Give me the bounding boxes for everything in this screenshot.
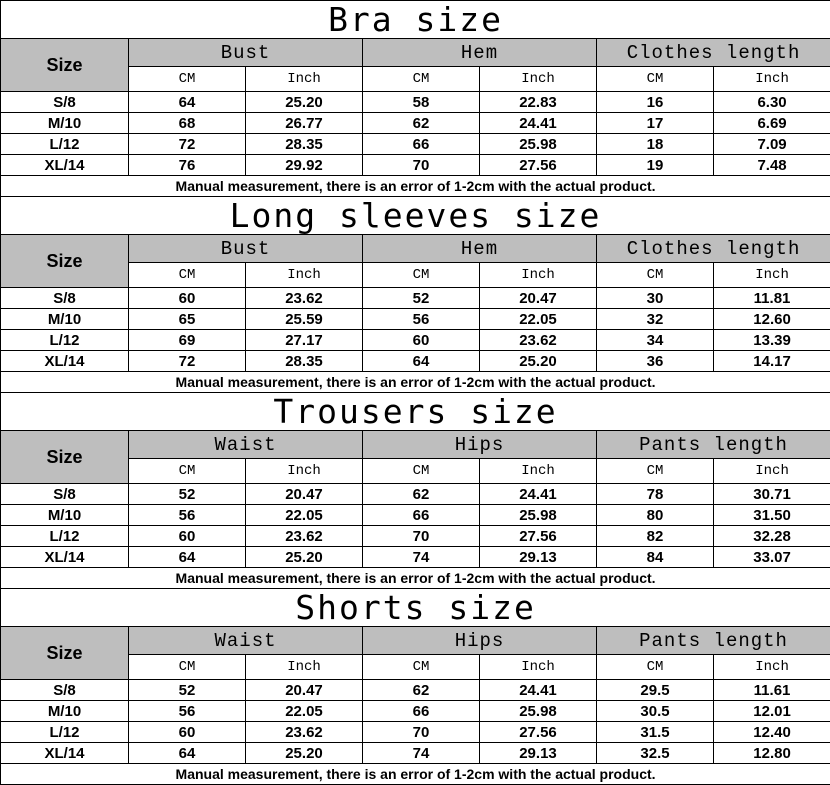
unit-label: Inch xyxy=(714,655,830,680)
size-cell: S/8 xyxy=(1,92,129,113)
value-cell: 64 xyxy=(129,547,246,568)
value-cell: 25.98 xyxy=(480,701,597,722)
value-cell: 52 xyxy=(129,484,246,505)
size-cell: M/10 xyxy=(1,309,129,330)
value-cell: 29.13 xyxy=(480,547,597,568)
unit-label: CM xyxy=(129,263,246,288)
table-row xyxy=(1,484,830,505)
value-cell: 62 xyxy=(363,484,480,505)
value-cell: 70 xyxy=(363,722,480,743)
value-cell: 36 xyxy=(597,351,714,372)
size-header: Size xyxy=(1,627,129,680)
value-cell: 23.62 xyxy=(246,722,363,743)
value-cell: 27.56 xyxy=(480,722,597,743)
unit-label: CM xyxy=(363,263,480,288)
value-cell: 58 xyxy=(363,92,480,113)
value-cell: 62 xyxy=(363,680,480,701)
unit-label: Inch xyxy=(714,459,830,484)
value-cell: 23.62 xyxy=(480,330,597,351)
value-cell: 12.40 xyxy=(714,722,830,743)
value-cell: 66 xyxy=(363,505,480,526)
table-row xyxy=(1,288,830,309)
value-cell: 14.17 xyxy=(714,351,830,372)
value-cell: 18 xyxy=(597,134,714,155)
unit-label: CM xyxy=(363,459,480,484)
value-cell: 62 xyxy=(363,113,480,134)
section-title: Shorts size xyxy=(1,589,830,627)
unit-label: CM xyxy=(129,67,246,92)
value-cell: 29.13 xyxy=(480,743,597,764)
table-row xyxy=(1,680,830,701)
size-cell: L/12 xyxy=(1,134,129,155)
value-cell: 12.01 xyxy=(714,701,830,722)
unit-label: Inch xyxy=(246,459,363,484)
table-row xyxy=(1,134,830,155)
measure-header: Hips xyxy=(363,431,597,459)
measurement-note: Manual measurement, there is an error of 1-2cm with the actual product. xyxy=(1,372,830,393)
value-cell: 26.77 xyxy=(246,113,363,134)
value-cell: 12.60 xyxy=(714,309,830,330)
value-cell: 69 xyxy=(129,330,246,351)
value-cell: 84 xyxy=(597,547,714,568)
header-row xyxy=(1,627,830,655)
value-cell: 28.35 xyxy=(246,134,363,155)
size-cell: L/12 xyxy=(1,722,129,743)
section-title-row xyxy=(1,1,830,39)
value-cell: 64 xyxy=(129,92,246,113)
table-row xyxy=(1,526,830,547)
value-cell: 60 xyxy=(129,526,246,547)
value-cell: 29.5 xyxy=(597,680,714,701)
value-cell: 28.35 xyxy=(246,351,363,372)
value-cell: 56 xyxy=(363,309,480,330)
value-cell: 24.41 xyxy=(480,113,597,134)
size-cell: L/12 xyxy=(1,330,129,351)
section-title-row xyxy=(1,393,830,431)
value-cell: 52 xyxy=(129,680,246,701)
value-cell: 25.98 xyxy=(480,134,597,155)
value-cell: 30.5 xyxy=(597,701,714,722)
value-cell: 27.56 xyxy=(480,526,597,547)
value-cell: 65 xyxy=(129,309,246,330)
section-title-row xyxy=(1,589,830,627)
unit-label: Inch xyxy=(480,655,597,680)
measure-header: Waist xyxy=(129,431,363,459)
value-cell: 31.5 xyxy=(597,722,714,743)
table-row xyxy=(1,330,830,351)
value-cell: 27.17 xyxy=(246,330,363,351)
value-cell: 56 xyxy=(129,701,246,722)
value-cell: 25.98 xyxy=(480,505,597,526)
table-row xyxy=(1,92,830,113)
unit-label: Inch xyxy=(480,459,597,484)
value-cell: 56 xyxy=(129,505,246,526)
size-cell: S/8 xyxy=(1,288,129,309)
value-cell: 31.50 xyxy=(714,505,830,526)
measure-header: Waist xyxy=(129,627,363,655)
value-cell: 24.41 xyxy=(480,484,597,505)
table-row xyxy=(1,113,830,134)
size-cell: L/12 xyxy=(1,526,129,547)
value-cell: 25.20 xyxy=(246,743,363,764)
note-row xyxy=(1,176,830,197)
table-row xyxy=(1,701,830,722)
measurement-note: Manual measurement, there is an error of 1-2cm with the actual product. xyxy=(1,764,830,785)
value-cell: 60 xyxy=(129,722,246,743)
value-cell: 68 xyxy=(129,113,246,134)
value-cell: 32 xyxy=(597,309,714,330)
value-cell: 70 xyxy=(363,155,480,176)
value-cell: 25.20 xyxy=(246,547,363,568)
header-row xyxy=(1,431,830,459)
unit-label: CM xyxy=(597,459,714,484)
value-cell: 22.05 xyxy=(246,701,363,722)
table-row xyxy=(1,309,830,330)
value-cell: 23.62 xyxy=(246,288,363,309)
value-cell: 23.62 xyxy=(246,526,363,547)
size-cell: XL/14 xyxy=(1,743,129,764)
value-cell: 25.59 xyxy=(246,309,363,330)
value-cell: 17 xyxy=(597,113,714,134)
measure-header: Bust xyxy=(129,235,363,263)
value-cell: 30.71 xyxy=(714,484,830,505)
unit-label: CM xyxy=(597,263,714,288)
section-title: Bra size xyxy=(1,1,830,39)
value-cell: 64 xyxy=(129,743,246,764)
size-cell: S/8 xyxy=(1,484,129,505)
value-cell: 33.07 xyxy=(714,547,830,568)
value-cell: 70 xyxy=(363,526,480,547)
unit-label: Inch xyxy=(246,67,363,92)
value-cell: 13.39 xyxy=(714,330,830,351)
measure-header: Bust xyxy=(129,39,363,67)
unit-label: CM xyxy=(129,459,246,484)
size-header: Size xyxy=(1,235,129,288)
measure-header: Clothes length xyxy=(597,235,830,263)
size-cell: XL/14 xyxy=(1,351,129,372)
value-cell: 20.47 xyxy=(246,680,363,701)
value-cell: 20.47 xyxy=(480,288,597,309)
value-cell: 52 xyxy=(363,288,480,309)
section-title: Long sleeves size xyxy=(1,197,830,235)
value-cell: 64 xyxy=(363,351,480,372)
value-cell: 6.30 xyxy=(714,92,830,113)
value-cell: 25.20 xyxy=(480,351,597,372)
value-cell: 12.80 xyxy=(714,743,830,764)
unit-label: CM xyxy=(597,655,714,680)
measure-header: Hips xyxy=(363,627,597,655)
value-cell: 32.28 xyxy=(714,526,830,547)
table-row xyxy=(1,351,830,372)
measure-header: Clothes length xyxy=(597,39,830,67)
unit-label: Inch xyxy=(246,655,363,680)
measure-header: Pants length xyxy=(597,431,830,459)
value-cell: 27.56 xyxy=(480,155,597,176)
measurement-note: Manual measurement, there is an error of 1-2cm with the actual product. xyxy=(1,176,830,197)
unit-label: CM xyxy=(363,655,480,680)
unit-label: Inch xyxy=(714,263,830,288)
measure-header: Pants length xyxy=(597,627,830,655)
value-cell: 30 xyxy=(597,288,714,309)
value-cell: 82 xyxy=(597,526,714,547)
table-row xyxy=(1,547,830,568)
value-cell: 80 xyxy=(597,505,714,526)
value-cell: 22.83 xyxy=(480,92,597,113)
value-cell: 74 xyxy=(363,743,480,764)
value-cell: 74 xyxy=(363,547,480,568)
value-cell: 78 xyxy=(597,484,714,505)
unit-label: Inch xyxy=(246,263,363,288)
value-cell: 20.47 xyxy=(246,484,363,505)
value-cell: 7.09 xyxy=(714,134,830,155)
unit-label: CM xyxy=(363,67,480,92)
unit-label: Inch xyxy=(480,263,597,288)
value-cell: 32.5 xyxy=(597,743,714,764)
value-cell: 29.92 xyxy=(246,155,363,176)
size-header: Size xyxy=(1,431,129,484)
size-cell: XL/14 xyxy=(1,155,129,176)
unit-label: CM xyxy=(597,67,714,92)
size-cell: XL/14 xyxy=(1,547,129,568)
measure-header: Hem xyxy=(363,39,597,67)
unit-label: Inch xyxy=(714,67,830,92)
value-cell: 72 xyxy=(129,351,246,372)
measure-header: Hem xyxy=(363,235,597,263)
size-cell: M/10 xyxy=(1,701,129,722)
header-row xyxy=(1,235,830,263)
size-header: Size xyxy=(1,39,129,92)
value-cell: 6.69 xyxy=(714,113,830,134)
note-row xyxy=(1,372,830,393)
value-cell: 76 xyxy=(129,155,246,176)
value-cell: 11.81 xyxy=(714,288,830,309)
value-cell: 34 xyxy=(597,330,714,351)
section-title-row xyxy=(1,197,830,235)
value-cell: 60 xyxy=(363,330,480,351)
table-row xyxy=(1,722,830,743)
value-cell: 19 xyxy=(597,155,714,176)
size-cell: M/10 xyxy=(1,505,129,526)
section-title: Trousers size xyxy=(1,393,830,431)
size-cell: M/10 xyxy=(1,113,129,134)
note-row xyxy=(1,568,830,589)
value-cell: 16 xyxy=(597,92,714,113)
value-cell: 72 xyxy=(129,134,246,155)
note-row xyxy=(1,764,830,785)
value-cell: 60 xyxy=(129,288,246,309)
value-cell: 24.41 xyxy=(480,680,597,701)
value-cell: 66 xyxy=(363,701,480,722)
table-row xyxy=(1,743,830,764)
header-row xyxy=(1,39,830,67)
table-row xyxy=(1,155,830,176)
value-cell: 7.48 xyxy=(714,155,830,176)
measurement-note: Manual measurement, there is an error of 1-2cm with the actual product. xyxy=(1,568,830,589)
value-cell: 22.05 xyxy=(246,505,363,526)
value-cell: 22.05 xyxy=(480,309,597,330)
value-cell: 66 xyxy=(363,134,480,155)
value-cell: 25.20 xyxy=(246,92,363,113)
size-cell: S/8 xyxy=(1,680,129,701)
table-row xyxy=(1,505,830,526)
unit-label: Inch xyxy=(480,67,597,92)
value-cell: 11.61 xyxy=(714,680,830,701)
unit-label: CM xyxy=(129,655,246,680)
